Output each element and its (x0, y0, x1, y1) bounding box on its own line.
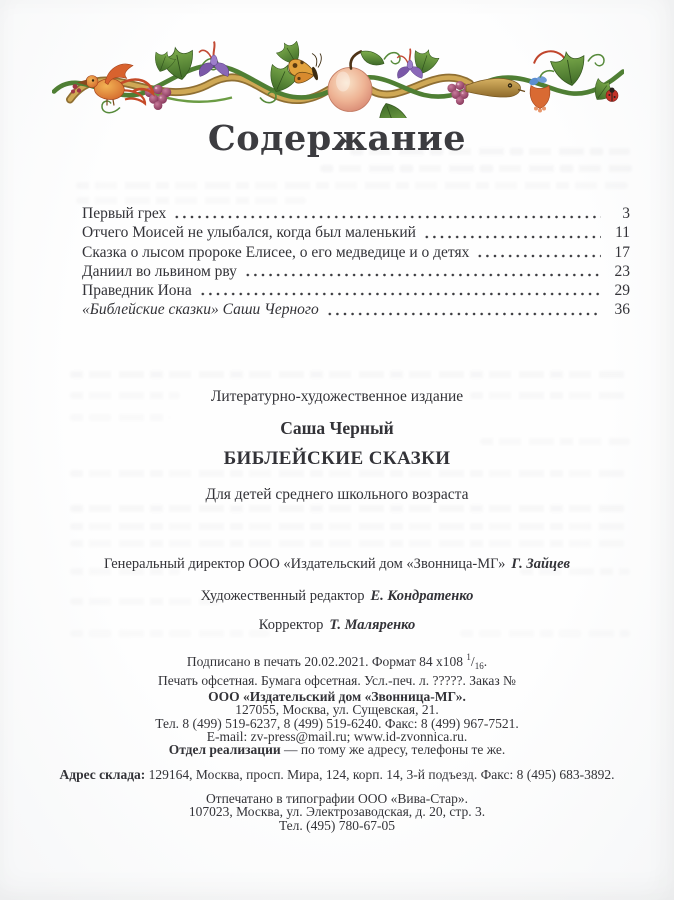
sales-label: Отдел реализации (168, 742, 281, 758)
toc-entry-title: «Библейские сказки» Саши Черного (82, 301, 319, 319)
toc-entry-title: Отчего Моисей не улыбался, когда был маленький (82, 224, 416, 242)
toc-entry (82, 204, 630, 223)
toc-entry-title: Сказка о лысом пророке Елисее, о его медведице и о детях (82, 243, 470, 261)
bleed-through (70, 523, 630, 530)
page-title: Содержание (207, 118, 467, 159)
credit-role: Художественный редактор (200, 588, 365, 604)
book-title: БИБЛЕЙСКИЕ СКАЗКИ (223, 448, 451, 469)
warehouse-line: Адрес склада: 129164, Москва, просп. Мира, 124, корп. 14, 3-й подъезд. Факс: 8 (495) 683-3892. (59, 767, 615, 782)
printing-house-block (0, 792, 674, 832)
dot-leader (326, 311, 601, 317)
publisher-name: ООО «Издательский дом «Звонница-МГ». (208, 689, 466, 704)
publisher-address: 127055, Москва, ул. Сущевская, 21. (235, 702, 439, 718)
bleed-through (480, 438, 630, 445)
toc-entry-title: Праведник Иона (82, 282, 192, 300)
bleed-through (70, 470, 630, 477)
publisher-email-line: E-mail: zv-press@mail.ru; www.id-zvonnica.ru. (206, 728, 468, 744)
printing-house-line2: 107023, Москва, ул. Электрозаводская, д. 20, стр. 3. (188, 804, 486, 820)
toc-entry-title: Первый грех (82, 205, 167, 222)
publisher-block (0, 690, 674, 756)
print-run-line2: Печать офсетная. Бумага офсетная. Усл.-печ. л. ?????. Заказ № (158, 672, 516, 688)
bleed-through (76, 197, 306, 204)
toc-page-number: 11 (615, 224, 630, 242)
warehouse-label: Адрес склада: (59, 767, 146, 782)
printing-house-phone: Тел. (495) 780-67-05 (278, 817, 396, 833)
floral-vine-ornament-banner (52, 33, 624, 118)
bleed-through (70, 371, 630, 378)
credit-role: Генеральный директор ООО «Издательский дом «Звонница-МГ» (103, 556, 506, 572)
print-run-info (0, 651, 674, 687)
credit-line (0, 588, 674, 605)
credit-line (0, 617, 674, 634)
credit-person: Т. Маляренко (329, 617, 416, 633)
audience-line: Для детей среднего школьного возраста (205, 486, 469, 503)
edition-type-line: Литературно-художественное издание (210, 388, 464, 405)
publisher-phones: Тел. 8 (499) 519-6237, 8 (499) 519-6240. Факс: 8 (499) 967-7521. (155, 715, 519, 731)
dot-leader (173, 214, 601, 220)
toc-entry (82, 262, 630, 281)
credit-person: Г. Зайцев (511, 556, 571, 572)
toc-page-number: 23 (614, 262, 630, 280)
author-name: Саша Черный (280, 418, 394, 438)
credit-line (0, 556, 674, 573)
toc-entry (82, 223, 630, 242)
credit-person: Е. Кондратенко (370, 588, 474, 604)
bleed-through (70, 505, 630, 512)
print-run-line1: Подписано в печать 20.02.2021. Формат 84 х108 $^1/_{16}$. (186, 652, 488, 671)
toc-page-number: 29 (614, 282, 630, 300)
bleed-through (76, 182, 628, 189)
toc-entry (82, 281, 630, 300)
format-fraction-numerator: 1 (466, 652, 471, 662)
sales-line: Отдел реализации — по тому же адресу, телефоны те же. (168, 742, 506, 758)
dot-leader (423, 234, 601, 240)
toc-entry-title: Даниил во львином рву (82, 262, 237, 280)
dot-leader (244, 272, 601, 278)
dot-leader (476, 253, 601, 259)
toc-page-number: 3 (622, 205, 630, 222)
toc-entry (82, 243, 630, 262)
credit-role: Корректор (258, 617, 324, 633)
printing-house-line1: Отпечатано в типографии ООО «Вива-Стар». (205, 791, 469, 806)
table-of-contents (82, 204, 630, 320)
bleed-through (70, 540, 630, 547)
bleed-through (320, 165, 632, 172)
toc-page-number: 36 (614, 301, 630, 319)
dot-leader (199, 291, 601, 297)
format-fraction-denominator: 16 (474, 661, 484, 671)
toc-entry (82, 300, 630, 319)
toc-page-number: 17 (614, 243, 630, 261)
